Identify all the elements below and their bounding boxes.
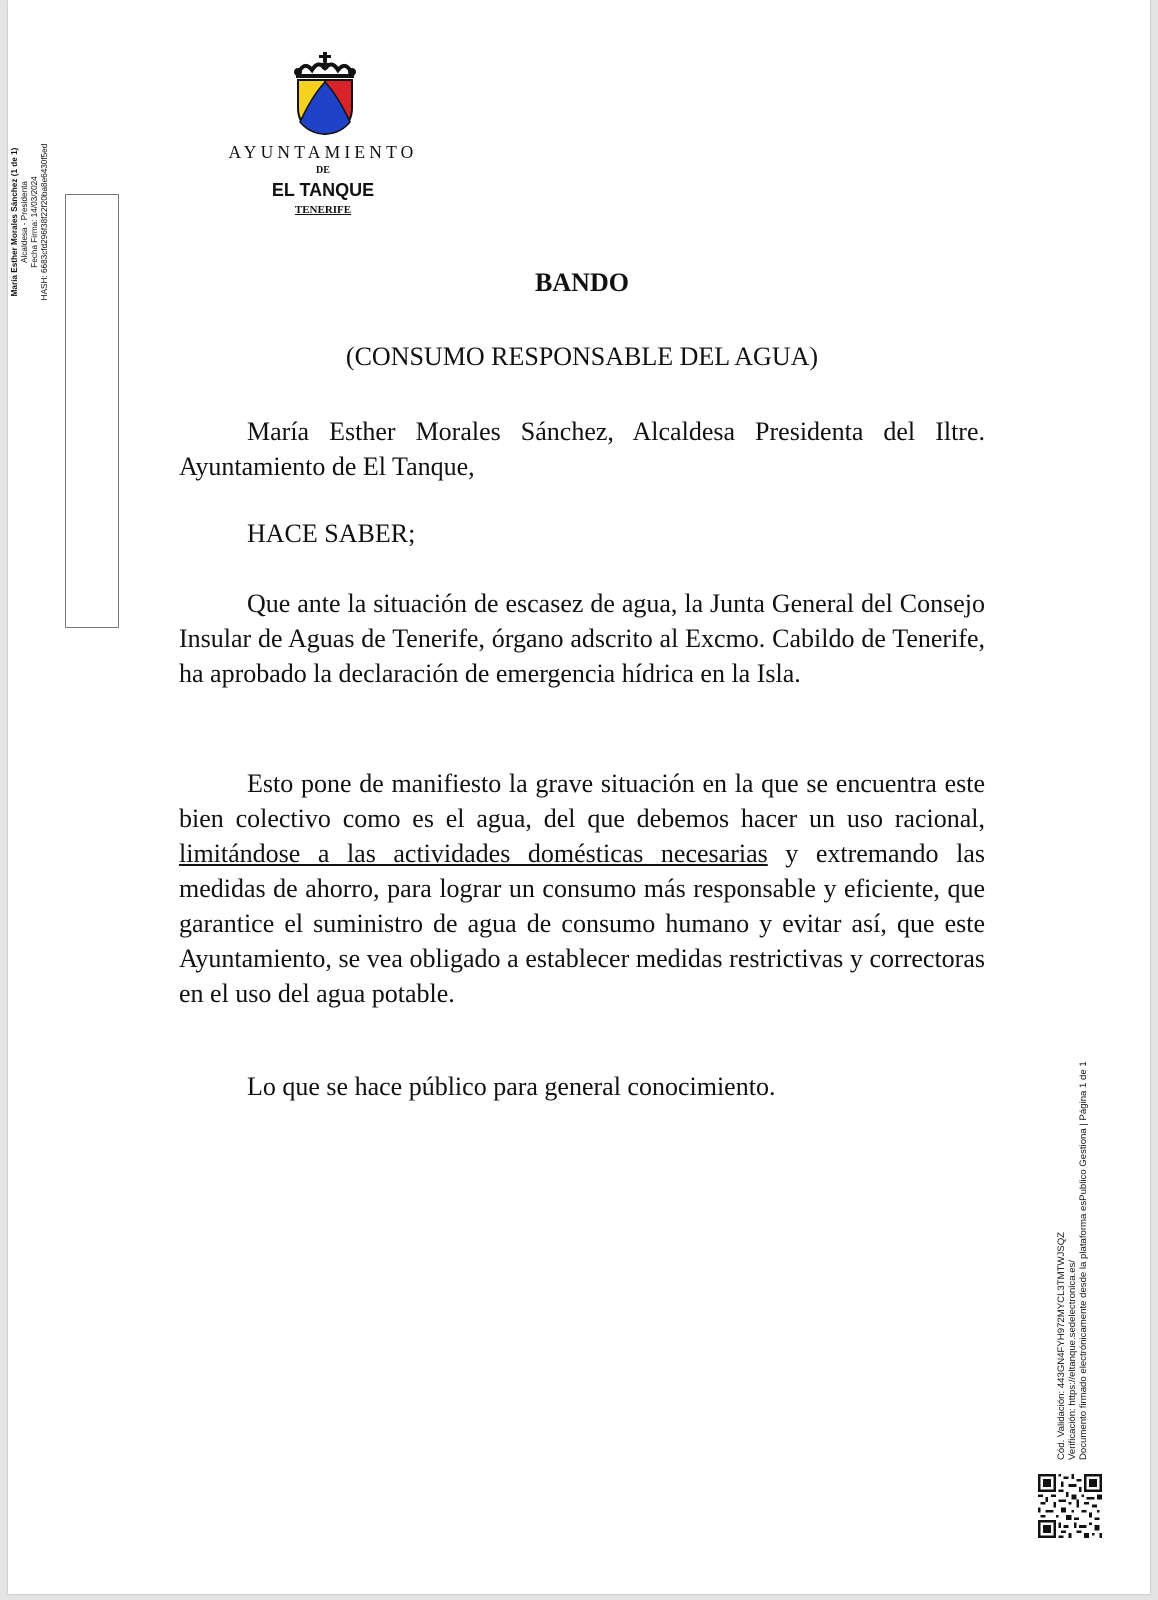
paragraph-responsible-use-part1: Esto pone de manifiesto la grave situación en la que se encuentra este bien colectivo como es el agua, del que debemos hacer un uso racional, bbox=[179, 769, 985, 833]
validation-platform: Documento firmado electrónicamente desde la plataforma esPublico Gestiona | Página 1 de 1 bbox=[1078, 1061, 1089, 1460]
org-line-ayuntamiento: AYUNTAMIENTO bbox=[228, 142, 418, 162]
signature-role: Alcaldesa - Presidenta bbox=[20, 181, 29, 263]
org-name: EL TANQUE bbox=[271, 180, 375, 200]
paragraph-closing: Lo que se hace público para general conocimiento. bbox=[247, 1072, 776, 1101]
signature-text bbox=[10, 62, 50, 382]
signature-hash: HASH: 6683cfd296f38f22f20ba8e6430f5ed bbox=[40, 143, 49, 301]
paragraph-emergency: Que ante la situación de escasez de agua, la Junta General del Consejo Insular de Aguas de Tenerife, órgano adscrito al Excmo. Cabildo de Tenerife, ha aprobado la declaración de emergencia hídrica en la Isla. bbox=[179, 589, 985, 688]
signature-date: Fecha Firma: 14/03/2024 bbox=[30, 176, 39, 268]
signature-name: María Esther Morales Sánchez (1 de 1) bbox=[10, 147, 19, 297]
municipal-crest-logo bbox=[290, 52, 360, 138]
document-page bbox=[8, 0, 1150, 1594]
signature-box bbox=[65, 194, 119, 628]
paragraph-hace-saber: HACE SABER; bbox=[247, 519, 416, 548]
org-line-de: DE bbox=[316, 165, 330, 176]
paragraph-responsible-use bbox=[179, 766, 985, 1011]
qr-code-icon bbox=[1038, 1474, 1102, 1538]
validation-verify-url: Verificación: https://eltanque.sedelectronica.es/ bbox=[1067, 1260, 1078, 1460]
document-title: BANDO bbox=[535, 268, 629, 297]
paragraph-responsible-use-part2: y extremando las medidas de ahorro, para lograr un consumo más responsable y eficiente, que garantice el suministro de agua de consumo humano y evitar así, que este Ayuntamiento, se vea obligado a establecer medidas restrictivas y correctoras en el uso del agua potable. bbox=[179, 839, 985, 1008]
document-subtitle: (CONSUMO RESPONSABLE DEL AGUA) bbox=[345, 342, 819, 371]
validation-code: Cód. Validación: 443GN4FYH972MYCL3TMTWJSQZ bbox=[1056, 1231, 1067, 1460]
underlined-phrase: limitándose a las actividades domésticas necesarias bbox=[179, 839, 768, 868]
validation-text bbox=[1056, 980, 1089, 1460]
paragraph-intro: María Esther Morales Sánchez, Alcaldesa Presidenta del Iltre. Ayuntamiento de El Tanque, bbox=[179, 417, 985, 481]
org-island: TENERIFE bbox=[294, 204, 352, 216]
